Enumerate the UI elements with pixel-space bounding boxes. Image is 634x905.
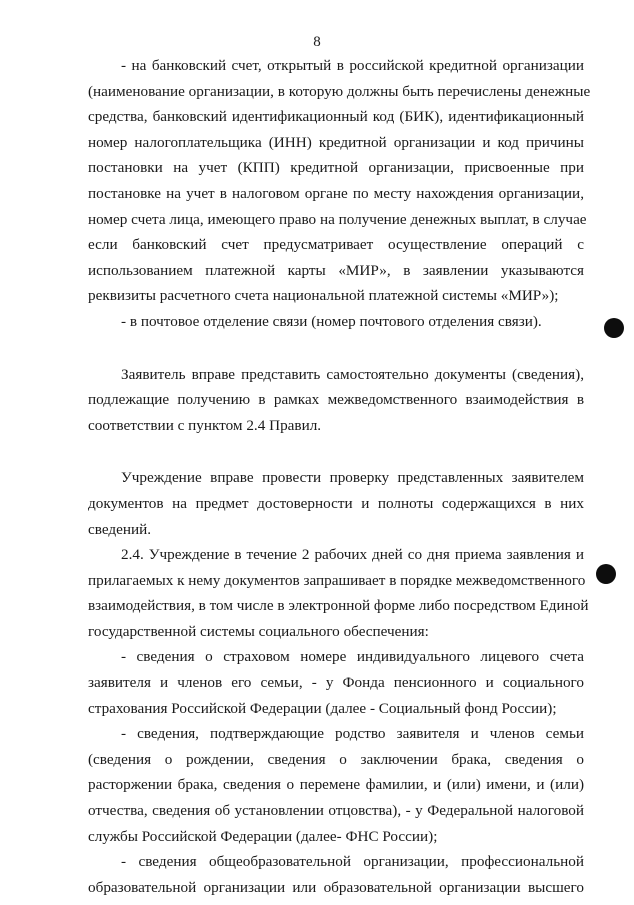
text-line: - в почтовое отделение связи (номер почтового отделения связи). bbox=[121, 312, 542, 330]
paragraph bbox=[88, 849, 584, 900]
text-line: - сведения о страховом номере индивидуального лицевого счета bbox=[121, 648, 584, 666]
text-line: службы Российской Федерации (далее- ФНС России); bbox=[88, 827, 438, 845]
text-line: номер счета лица, имеющего право на получение денежных выплат, в случае bbox=[88, 210, 587, 228]
text-line: сведений. bbox=[88, 520, 152, 538]
text-line: соответствии с пунктом 2.4 Правил. bbox=[88, 416, 322, 434]
punch-hole-mark bbox=[604, 318, 624, 338]
text-line: Учреждение вправе провести проверку представленных заявителем bbox=[121, 469, 584, 487]
text-line: - сведения, подтверждающие родство заявителя и членов семьи bbox=[121, 725, 584, 743]
paragraph bbox=[88, 362, 584, 439]
paragraph-spacing bbox=[88, 438, 584, 465]
text-line: - сведения общеобразовательной организации, профессиональной bbox=[121, 853, 584, 871]
text-line: заявителя и членов его семьи, - у Фонда пенсионного и социального bbox=[88, 674, 584, 692]
text-line: государственной системы социального обеспечения: bbox=[88, 622, 429, 640]
paragraph bbox=[88, 309, 584, 335]
punch-hole-mark bbox=[596, 564, 616, 584]
text-line: расторжении брака, сведения о перемене фамилии, и (или) имени, и (или) bbox=[88, 776, 584, 794]
text-line: подлежащие получению в рамках межведомственного взаимодействия в bbox=[88, 391, 584, 409]
paragraph bbox=[88, 465, 584, 542]
text-line: - на банковский счет, открытый в российской кредитной организации bbox=[121, 57, 584, 74]
document-body bbox=[88, 53, 591, 900]
paragraph bbox=[88, 53, 591, 309]
text-line: страхования Российской Федерации (далее - Социальный фонд России); bbox=[88, 699, 557, 717]
text-line: взаимодействия, в том числе в электронной форме либо посредством Единой bbox=[88, 597, 589, 615]
paragraph bbox=[88, 644, 584, 721]
text-line: Заявитель вправе представить самостоятельно документы (сведения), bbox=[121, 365, 584, 383]
paragraph-spacing bbox=[88, 335, 584, 362]
text-line: если банковский счет предусматривает осуществление операций с bbox=[88, 236, 584, 254]
paragraph bbox=[88, 721, 584, 849]
text-line: документов на предмет достоверности и полноты содержащихся в них bbox=[88, 494, 584, 512]
text-line: средства, банковский идентификационный код (БИК), идентификационный bbox=[88, 108, 584, 126]
text-line: использованием платежной карты «МИР», в заявлении указываются bbox=[88, 261, 584, 279]
text-line: (сведения о рождении, сведения о заключении брака, сведения о bbox=[88, 750, 584, 768]
text-line: образовательной организации или образовательной организации высшего bbox=[88, 878, 584, 896]
text-line: постановки на учет (КПП) кредитной организации, присвоенные при bbox=[88, 159, 584, 177]
text-line: постановке на учет в налоговом органе по месту нахождения организации, bbox=[88, 184, 584, 202]
text-line: реквизиты расчетного счета национальной платежной системы «МИР»); bbox=[88, 287, 559, 305]
text-line: прилагаемых к нему документов запрашивает в порядке межведомственного bbox=[88, 571, 586, 589]
text-line: 2.4. Учреждение в течение 2 рабочих дней со дня приема заявления и bbox=[121, 546, 584, 564]
page-number: 8 bbox=[313, 34, 321, 50]
text-line: (наименование организации, в которую должны быть перечислены денежные bbox=[88, 82, 591, 100]
text-line: номер налогоплательщика (ИНН) кредитной организации и код причины bbox=[88, 133, 584, 151]
paragraph bbox=[88, 542, 589, 644]
text-line: отчества, сведения об установлении отцовства), - у Федеральной налоговой bbox=[88, 802, 584, 820]
